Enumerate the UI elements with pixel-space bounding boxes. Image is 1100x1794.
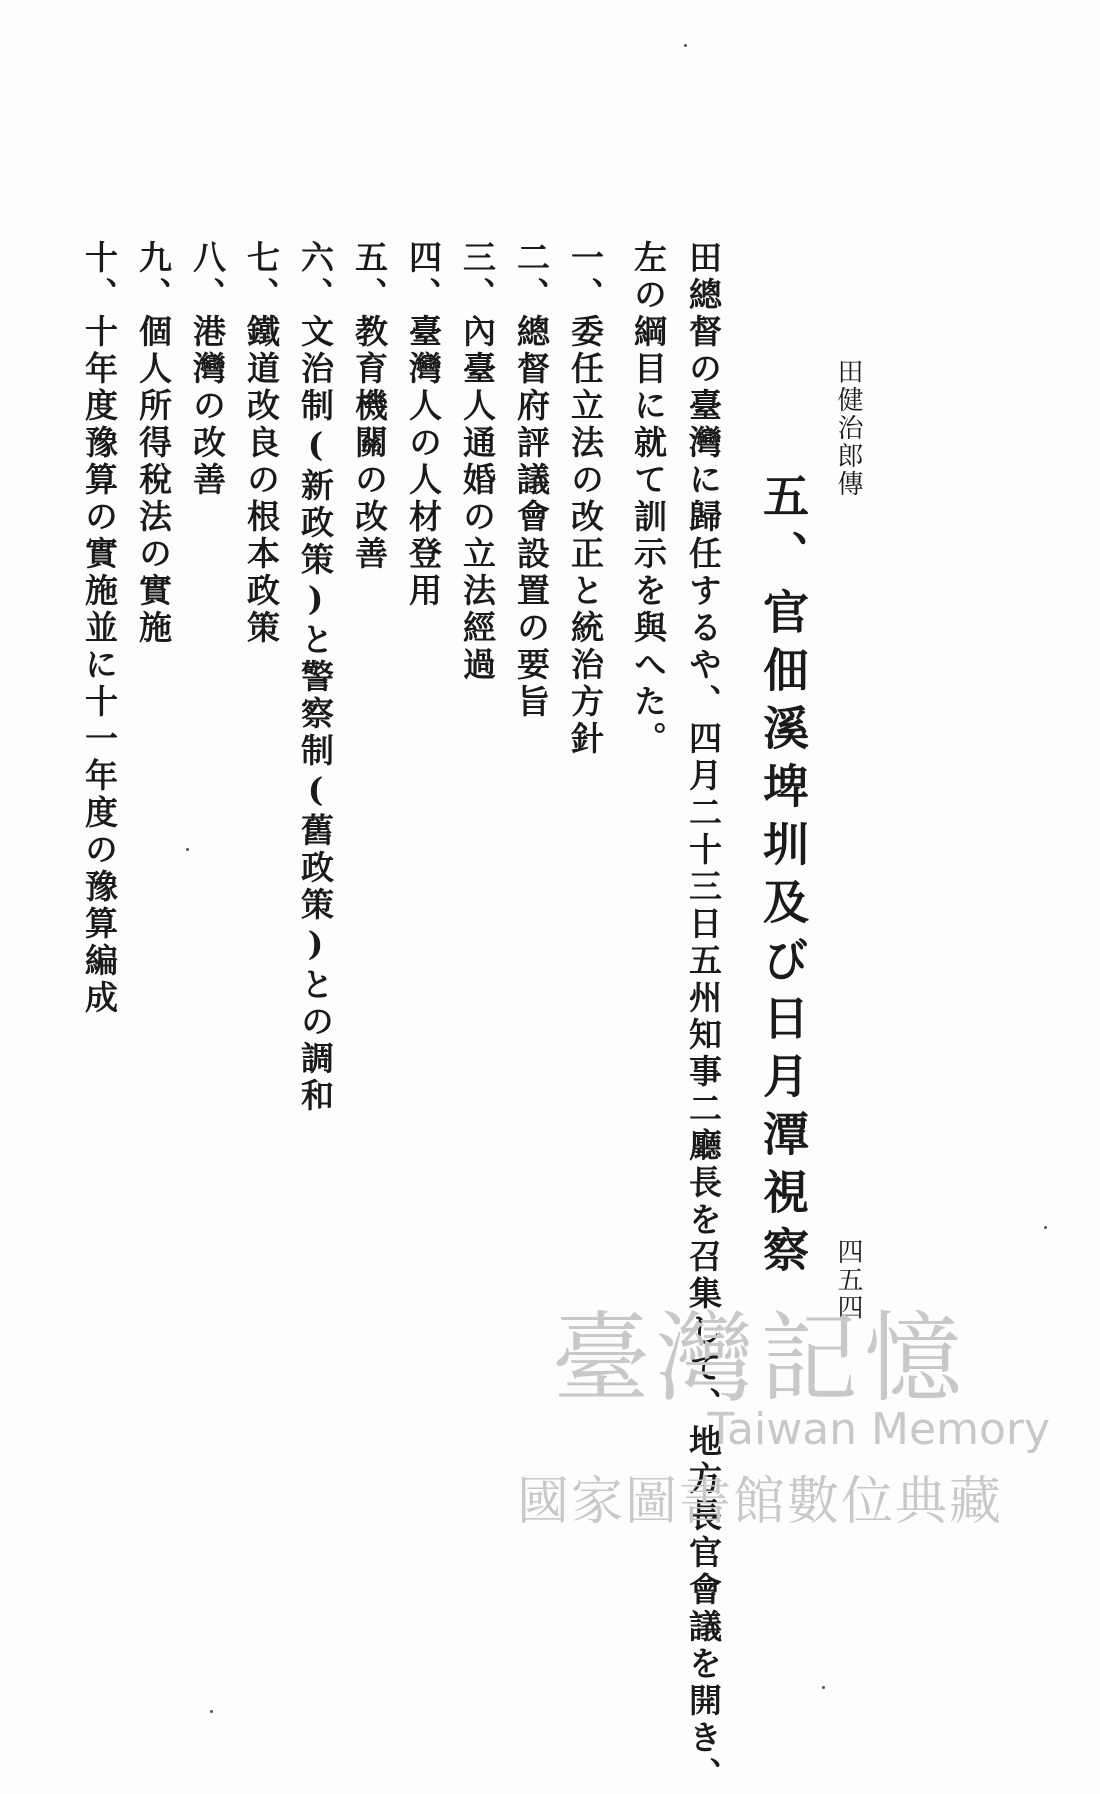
body-line-1: 田總督の臺灣に歸任するや、四月二十三日五州知事二廳長を召集して、地方長官會議を開き、	[684, 240, 723, 1794]
scan-speck	[186, 848, 189, 851]
list-item	[76, 240, 123, 1017]
list-item	[562, 240, 609, 758]
scan-speck	[684, 44, 687, 47]
running-title: 田健治郎傳	[833, 358, 863, 498]
list-item	[130, 240, 177, 647]
watermark-subtitle: 國家圖書館數位典藏	[516, 1472, 1003, 1532]
list-item-number: 一、	[566, 240, 605, 314]
list-item	[184, 240, 231, 499]
scan-speck	[822, 1686, 825, 1689]
list-item-text: 鐵道改良の根本政策	[242, 314, 281, 647]
list-item	[454, 240, 501, 684]
list-item-number: 七、	[242, 240, 281, 314]
chapter-heading: 五、官佃溪埤圳及び日月潭視察	[756, 472, 810, 1284]
list-item-number: 十、	[80, 240, 119, 314]
scan-speck	[1044, 1226, 1047, 1229]
list-item-number: 三、	[458, 240, 497, 314]
list-item	[346, 240, 393, 573]
list-item-text: 內臺人通婚の立法經過	[458, 314, 497, 684]
watermark-title: 臺灣記憶	[551, 1302, 968, 1416]
list-item-number: 五、	[350, 240, 389, 314]
page-number: 四五四	[833, 1238, 863, 1322]
list-item	[508, 240, 555, 721]
list-item-number: 八、	[188, 240, 227, 314]
list-item-text: 港灣の改善	[188, 314, 227, 499]
list-item-text: 十年度豫算の實施並に十一年度の豫算編成	[80, 314, 119, 1017]
list-item	[400, 240, 447, 610]
list-item-number: 二、	[512, 240, 551, 314]
watermark-english: Taiwan Memory	[707, 1404, 1050, 1455]
list-item-text: 文治制(新政策)と警察制(舊政策)との調和	[296, 314, 335, 1115]
list-item-number: 四、	[404, 240, 443, 314]
list-item-number: 六、	[296, 240, 335, 314]
scan-speck	[210, 1710, 213, 1713]
list-item-text: 委任立法の改正と統治方針	[566, 314, 605, 758]
list-item-text: 個人所得稅法の實施	[134, 314, 173, 647]
list-item	[238, 240, 285, 647]
list-item-text: 總督府評議會設置の要旨	[512, 314, 551, 721]
watermark	[470, 1302, 1050, 1534]
list-item-number: 九、	[134, 240, 173, 314]
body-line-2: 左の綱目に就て訓示を與へた。	[629, 240, 668, 758]
list-item-text: 臺灣人の人材登用	[404, 314, 443, 610]
list-item-text: 教育機關の改善	[350, 314, 389, 573]
list-item	[292, 240, 339, 1115]
